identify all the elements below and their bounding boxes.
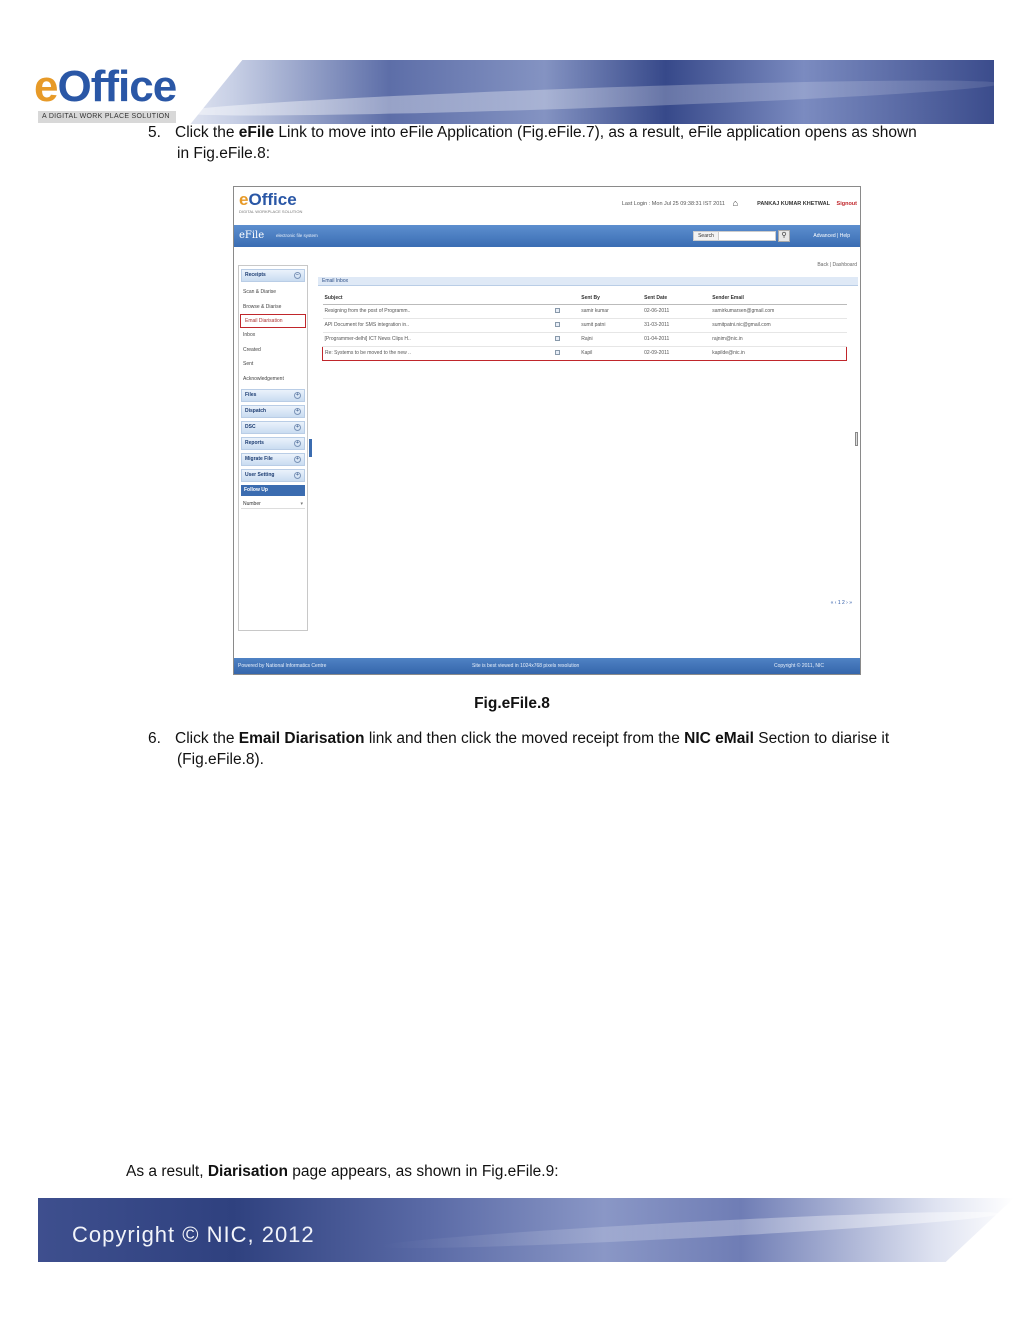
col-subject[interactable]: Subject xyxy=(323,292,554,304)
table-row[interactable]: API Document for SMS integration in.. sumit patni 31-03-2011 sumitpatni.nic@gmail.com xyxy=(323,318,847,332)
sidebar-item-inbox[interactable]: Inbox xyxy=(243,332,256,338)
email-inbox-panel xyxy=(318,277,858,361)
mail-icon xyxy=(555,336,560,341)
collapse-icon[interactable]: − xyxy=(294,272,301,279)
sidebar-item-sent[interactable]: Sent xyxy=(243,361,254,367)
expand-icon[interactable]: + xyxy=(294,456,301,463)
sidebar-item-created[interactable]: Created xyxy=(243,346,261,353)
home-icon[interactable]: ⌂ xyxy=(732,198,738,208)
app-subtitle: electronic file system xyxy=(276,233,318,238)
footer-copyright: Copyright © 2011, NIC xyxy=(773,663,824,669)
mail-icon xyxy=(555,322,560,327)
sidebar-item-acknowledgement[interactable]: Acknowledgement xyxy=(243,375,284,382)
col-sent-date[interactable]: Sent Date xyxy=(642,292,710,304)
main-scrollbar[interactable] xyxy=(855,432,858,446)
user-name: PANKAJ KUMAR KHETWAL xyxy=(757,201,830,207)
efile-logo-sub: DIGITAL WORKPLACE SOLUTION xyxy=(239,209,303,214)
menu-reports[interactable]: Reports + xyxy=(241,437,305,450)
menu-dispatch[interactable]: Dispatch + xyxy=(241,405,305,418)
sidebar-scrollbar[interactable] xyxy=(309,439,312,457)
efile-screenshot xyxy=(233,186,861,675)
tab-email-inbox[interactable]: Email Inbox xyxy=(318,277,858,286)
follow-up-header[interactable]: Follow Up xyxy=(241,485,305,496)
mail-icon xyxy=(555,308,560,313)
efile-title-bar xyxy=(234,225,860,247)
col-icon xyxy=(553,292,579,304)
efile-footer xyxy=(234,658,860,674)
footer-resolution: Site is best viewed in 1024x768 pixels resolution xyxy=(472,663,580,669)
menu-receipts[interactable]: Receipts − xyxy=(241,269,305,282)
email-inbox-table xyxy=(322,292,847,361)
figure-caption: Fig.eFile.8 xyxy=(474,695,550,712)
menu-files[interactable]: Files + xyxy=(241,389,305,402)
eoffice-logo: eOffice xyxy=(34,62,177,111)
expand-icon[interactable]: + xyxy=(294,424,301,431)
footer-copyright-text: Copyright © NIC, 2012 xyxy=(72,1222,315,1247)
expand-icon[interactable]: + xyxy=(294,440,301,447)
advanced-help-links[interactable]: Advanced | Help xyxy=(813,233,850,239)
step-6-text: 6. Click the Email Diarisation link and then click the moved receipt from the NIC eMail Section to diarise it (Fig.eFile.8). xyxy=(148,730,890,768)
search-input[interactable] xyxy=(718,231,776,241)
efile-eoffice-logo: eOffice xyxy=(239,190,297,209)
menu-user-setting[interactable]: User Setting + xyxy=(241,469,305,482)
table-row-highlighted[interactable]: Re: Systems to be moved to the new .. Kapil 02-09-2011 kapilde@nic.in xyxy=(323,346,847,360)
sidebar-item-email-diarisation[interactable]: Email Diarisation xyxy=(240,314,306,328)
chevron-down-icon: ▾ xyxy=(300,501,303,507)
signout-link[interactable]: Signout xyxy=(836,201,857,207)
footer-powered-by: Powered by National Informatics Centre xyxy=(238,663,327,669)
search-icon[interactable]: ⚲ xyxy=(778,230,790,242)
col-sent-by[interactable]: Sent By xyxy=(579,292,642,304)
pagination[interactable]: « ‹ 1 2 › » xyxy=(830,600,852,606)
col-sender-email[interactable]: Sender Email xyxy=(710,292,846,304)
sidebar-item-scan-diarise[interactable]: Scan & Diarise xyxy=(243,289,277,295)
table-row[interactable]: Resigning from the post of Programm.. samir kumar 02-06-2011 samirkumarsen@gmail.com xyxy=(323,304,847,318)
expand-icon[interactable]: + xyxy=(294,392,301,399)
number-dropdown[interactable]: Number ▾ xyxy=(243,501,303,507)
logo-tagline: A DIGITAL WORK PLACE SOLUTION xyxy=(38,111,176,123)
menu-dsc[interactable]: DSC + xyxy=(241,421,305,434)
result-text: As a result, Diarisation page appears, as shown in Fig.eFile.9: xyxy=(126,1163,559,1180)
mail-icon xyxy=(555,350,560,355)
efile-top-header xyxy=(234,187,860,225)
sidebar-item-browse-diarise[interactable]: Browse & Diarise xyxy=(243,303,282,310)
expand-icon[interactable]: + xyxy=(294,472,301,479)
search-label[interactable]: Search xyxy=(693,231,719,241)
menu-migrate-file[interactable]: Migrate File + xyxy=(241,453,305,466)
table-row[interactable]: [Programmer-delhi] ICT News Clips H.. Rajni 01-04-2011 rajnim@nic.in xyxy=(323,332,847,346)
expand-icon[interactable]: + xyxy=(294,408,301,415)
dashboard-link[interactable]: Back | Dashboard xyxy=(817,262,857,268)
step-5-text: 5. Click the eFile Link to move into eFile Application (Fig.eFile.7), as a result, eFile application opens as shown in Fig.eFile.8: xyxy=(148,124,917,162)
sidebar xyxy=(238,265,308,631)
app-title: eFile xyxy=(239,230,265,241)
last-login: Last Login : Mon Jul 25 09:38:31 IST 2011 xyxy=(621,201,725,207)
